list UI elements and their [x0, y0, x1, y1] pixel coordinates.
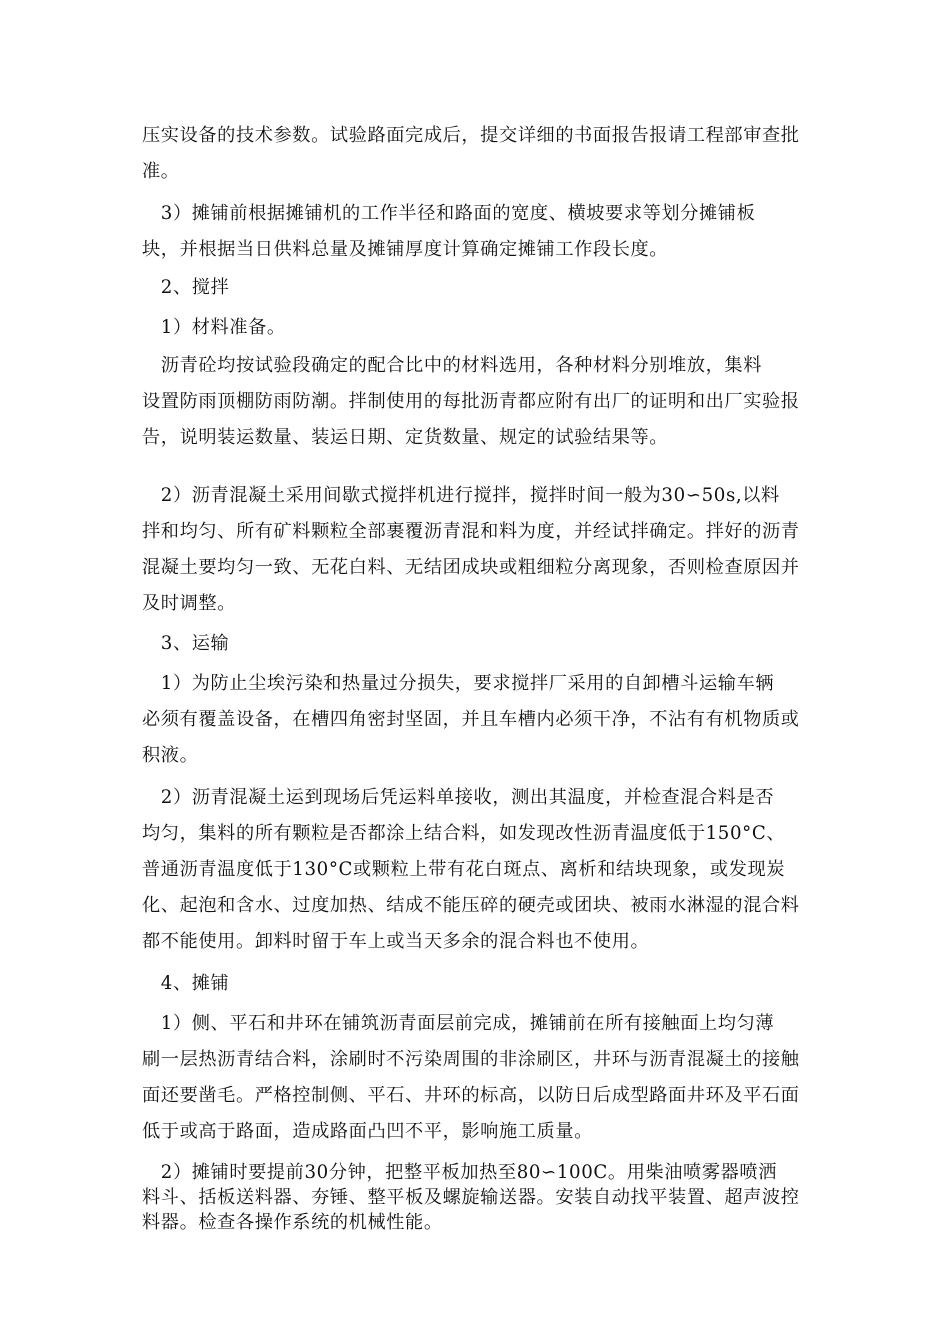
- text-line: 1）侧、平石和井环在铺筑沥青面层前完成，摊铺前在所有接触面上均匀薄: [142, 1013, 775, 1034]
- text-line: 混凝土要均匀一致、无花白料、无结团成块或粗细粒分离现象，否则检查原因并: [142, 557, 800, 578]
- paragraph-transport-2: [142, 780, 814, 960]
- text-line: 沥青砼均按试验段确定的配合比中的材料选用，各种材料分别堆放，集料: [142, 355, 762, 376]
- text-line: 准。: [142, 161, 180, 182]
- text-line: 化、起泡和含水、过度加热、结成不能压碎的硬壳或团块、被雨水淋湿的混合料: [142, 895, 800, 916]
- text-line: 告，说明装运数量、装运日期、定货数量、规定的试验结果等。: [142, 427, 669, 448]
- text-line: 低于或高于路面，造成路面凸凹不平，影响施工质量。: [142, 1121, 593, 1142]
- text-line: 3）摊铺前根据摊铺机的工作半径和路面的宽度、横坡要求等划分摊铺板: [142, 203, 756, 224]
- text-line: 面还要凿毛。严格控制侧、平石、井环的标高，以防日后成型路面井环及平石面: [142, 1085, 800, 1106]
- text-line: 均匀，集料的所有颗粒是否都涂上结合料，如发现改性沥青温度低于150°C、: [142, 823, 786, 844]
- text-line: 料斗、括板送料器、夯锤、整平板及螺旋输送器。安装自动找平装置、超声波控: [142, 1187, 800, 1208]
- paragraph-paving-2: [142, 1160, 814, 1235]
- paragraph-mixing-process: [142, 478, 814, 622]
- text-line: 拌和均匀、所有矿料颗粒全部裹覆沥青混和料为度，并经试拌确定。拌好的沥青: [142, 521, 800, 542]
- paragraph-materials: [142, 348, 814, 456]
- text-line: 料器。检查各操作系统的机械性能。: [142, 1212, 443, 1233]
- paragraph-1: [142, 118, 814, 190]
- paragraph-transport-1: [142, 666, 814, 774]
- text-line: 2）沥青混凝土运到现场后凭运料单接收，测出其温度，并检查混合料是否: [142, 787, 775, 808]
- text-line: 3、运输: [142, 633, 230, 654]
- text-line: 1）为防止尘埃污染和热量过分损失，要求搅拌厂采用的自卸槽斗运输车辆: [142, 673, 775, 694]
- text-line: 4、摊铺: [142, 973, 230, 994]
- heading-mixing: [142, 270, 814, 306]
- heading-transport: [142, 626, 814, 662]
- text-line: 都不能使用。卸料时留于车上或当天多余的混合料也不使用。: [142, 931, 650, 952]
- text-line: 普通沥青温度低于130°C或颗粒上带有花白斑点、离析和结块现象，或发现炭: [142, 859, 786, 880]
- text-line: 块，并根据当日供料总量及摊铺厚度计算确定摊铺工作段长度。: [142, 239, 669, 260]
- text-line: 必须有覆盖设备，在槽四角密封坚固，并且车槽内必须干净，不沾有有机物质或: [142, 709, 800, 730]
- text-line: 2）摊铺时要提前30分钟，把整平板加热至80∽100C。用柴油喷雾器喷洒: [142, 1162, 777, 1183]
- subheading-materials: [142, 310, 814, 346]
- paragraph-2: [142, 196, 814, 268]
- text-line: 设置防雨顶棚防雨防潮。拌制使用的每批沥青都应附有出厂的证明和出厂实验报: [142, 391, 800, 412]
- text-line: 刷一层热沥青结合料，涂刷时不污染周围的非涂刷区，井环与沥青混凝土的接触: [142, 1049, 800, 1070]
- text-line: 2、搅拌: [142, 277, 230, 298]
- text-line: 2）沥青混凝土采用间歇式搅拌机进行搅拌，搅拌时间一般为30∽50s,以料: [142, 485, 780, 506]
- paragraph-paving-1: [142, 1006, 814, 1150]
- text-line: 压实设备的技术参数。试验路面完成后，提交详细的书面报告报请工程部审查批: [142, 125, 800, 146]
- text-line: 积液。: [142, 745, 199, 766]
- text-line: 及时调整。: [142, 593, 236, 614]
- text-line: 1）材料准备。: [142, 317, 286, 338]
- heading-paving: [142, 966, 814, 1002]
